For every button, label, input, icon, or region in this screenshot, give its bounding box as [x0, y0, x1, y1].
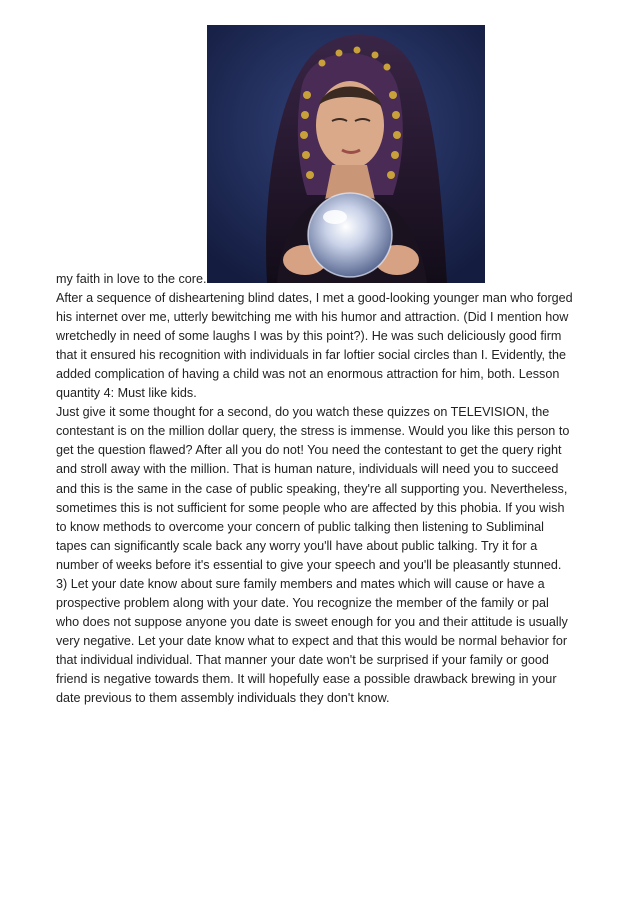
- text-line: After a sequence of disheartening blind dates, I met a good-looking younger man who forged: [56, 291, 573, 306]
- text-line: prospective problem along with your date. You recognize the member of the family or pal: [56, 595, 549, 610]
- text-line: 3) Let your date know about sure family members and mates which will cause or have a: [56, 576, 545, 591]
- text-line: number of weeks before it's essential to give your speech and you'll be pleasantly stunned.: [56, 557, 562, 572]
- fortune-teller-photo: [207, 25, 485, 283]
- text-line: date previous to them assembly individuals they don't know.: [56, 691, 390, 706]
- text-line: added complication of having a child was not an enormous attraction for him, both. Lesson: [56, 367, 560, 382]
- text-line: wretchedly in need of some laughs I was by this point?). He was such deliciously good firm: [56, 329, 562, 344]
- text-line: and this is the same in the case of public speaking, they're all supporting you. Nevertheless,: [56, 481, 568, 496]
- text-line: very negative. Let your date know what to expect and that this would be normal behavior for: [56, 633, 568, 648]
- text-line: friend is negative towards them. It will hopefully ease a possible drawback brewing in your: [56, 671, 557, 686]
- text-line: that individual individual. That manner your date won't be surprised if your family or good: [56, 652, 549, 667]
- body-text: [56, 270, 596, 708]
- text-line: tapes can significantly scale back any worry you'll have about public talking. Try it for a: [56, 538, 538, 553]
- text-line: quantity 4: Must like kids.: [56, 386, 197, 401]
- text-line: his internet over me, utterly bewitching me with his humor and attraction. (Did I mention how: [56, 310, 569, 325]
- photo-illustration: [207, 25, 485, 283]
- text-line: and stroll away with the million. That is human nature, individuals will need you to succeed: [56, 462, 559, 477]
- text-line: sometimes this is not sufficient for some people who are affected by this phobia. If you wish: [56, 500, 565, 515]
- text-line: contestant is on the million dollar query, the stress is immense. Would you like this person to: [56, 424, 570, 439]
- text-line: my faith in love to the core.: [56, 272, 207, 286]
- text-line: who does not suppose anyone you date is sweet enough for you and their attitude is usually: [56, 614, 568, 629]
- text-line: to know methods to overcome your concern of public talking then listening to Subliminal: [56, 519, 544, 534]
- text-line: Just give it some thought for a second, do you watch these quizzes on TELEVISION, the: [56, 405, 550, 420]
- text-line: get the question flawed? After all you do not! You need the contestant to get the query right: [56, 443, 562, 458]
- text-line: that it ensured his recognition with individuals in far loftier social circles than I. Evidently, the: [56, 348, 567, 363]
